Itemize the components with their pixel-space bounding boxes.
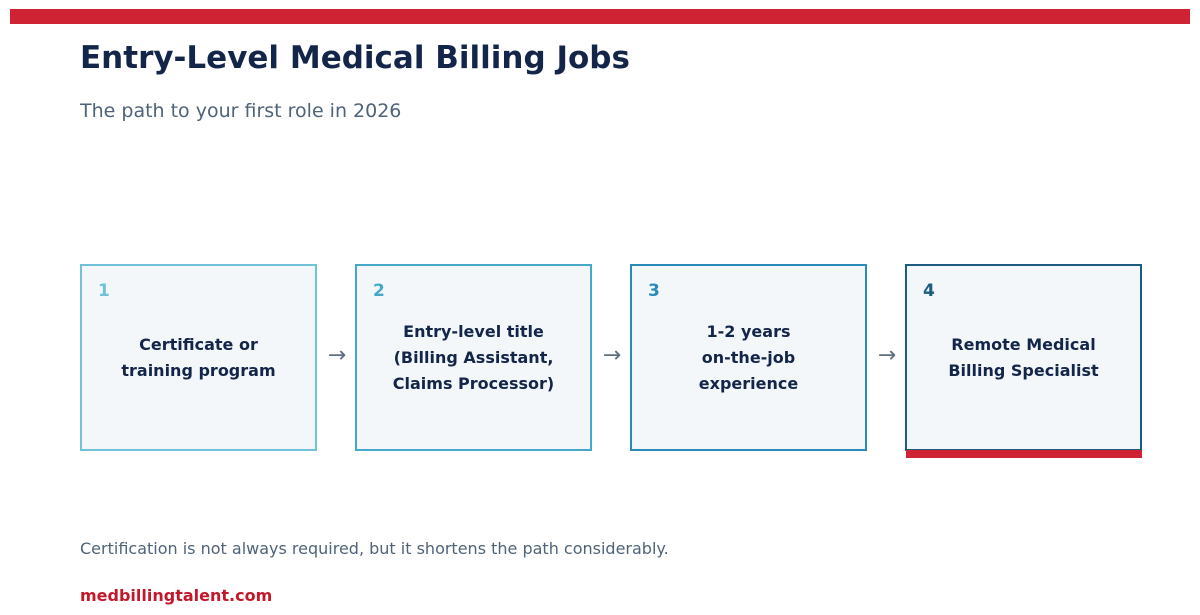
arrow-right-icon: → <box>327 343 347 368</box>
step-card-2 <box>355 264 592 451</box>
step-label: Entry-level title (Billing Assistant, Claims Processor) <box>392 321 555 393</box>
step-number: 1 <box>98 281 110 301</box>
page-subtitle: The path to your first role in 2026 <box>80 100 402 122</box>
final-step-accent-bar <box>906 450 1142 458</box>
step-label: Remote Medical Billing Specialist <box>948 334 1099 380</box>
arrow-right-icon: → <box>877 343 897 368</box>
footnote: Certification is not always required, but it shortens the path considerably. <box>80 539 669 558</box>
step-card-4 <box>905 264 1142 451</box>
site-link[interactable]: medbillingtalent.com <box>80 586 273 605</box>
step-card-1 <box>80 264 317 451</box>
step-number: 2 <box>373 281 385 301</box>
step-label: Certificate or training program <box>121 334 276 380</box>
step-number: 3 <box>648 281 660 301</box>
top-accent-bar <box>10 9 1190 24</box>
step-label: 1-2 years on-the-job experience <box>698 321 799 393</box>
step-number: 4 <box>923 281 935 301</box>
page-title: Entry-Level Medical Billing Jobs <box>80 40 630 76</box>
step-card-3 <box>630 264 867 451</box>
arrow-right-icon: → <box>602 343 622 368</box>
